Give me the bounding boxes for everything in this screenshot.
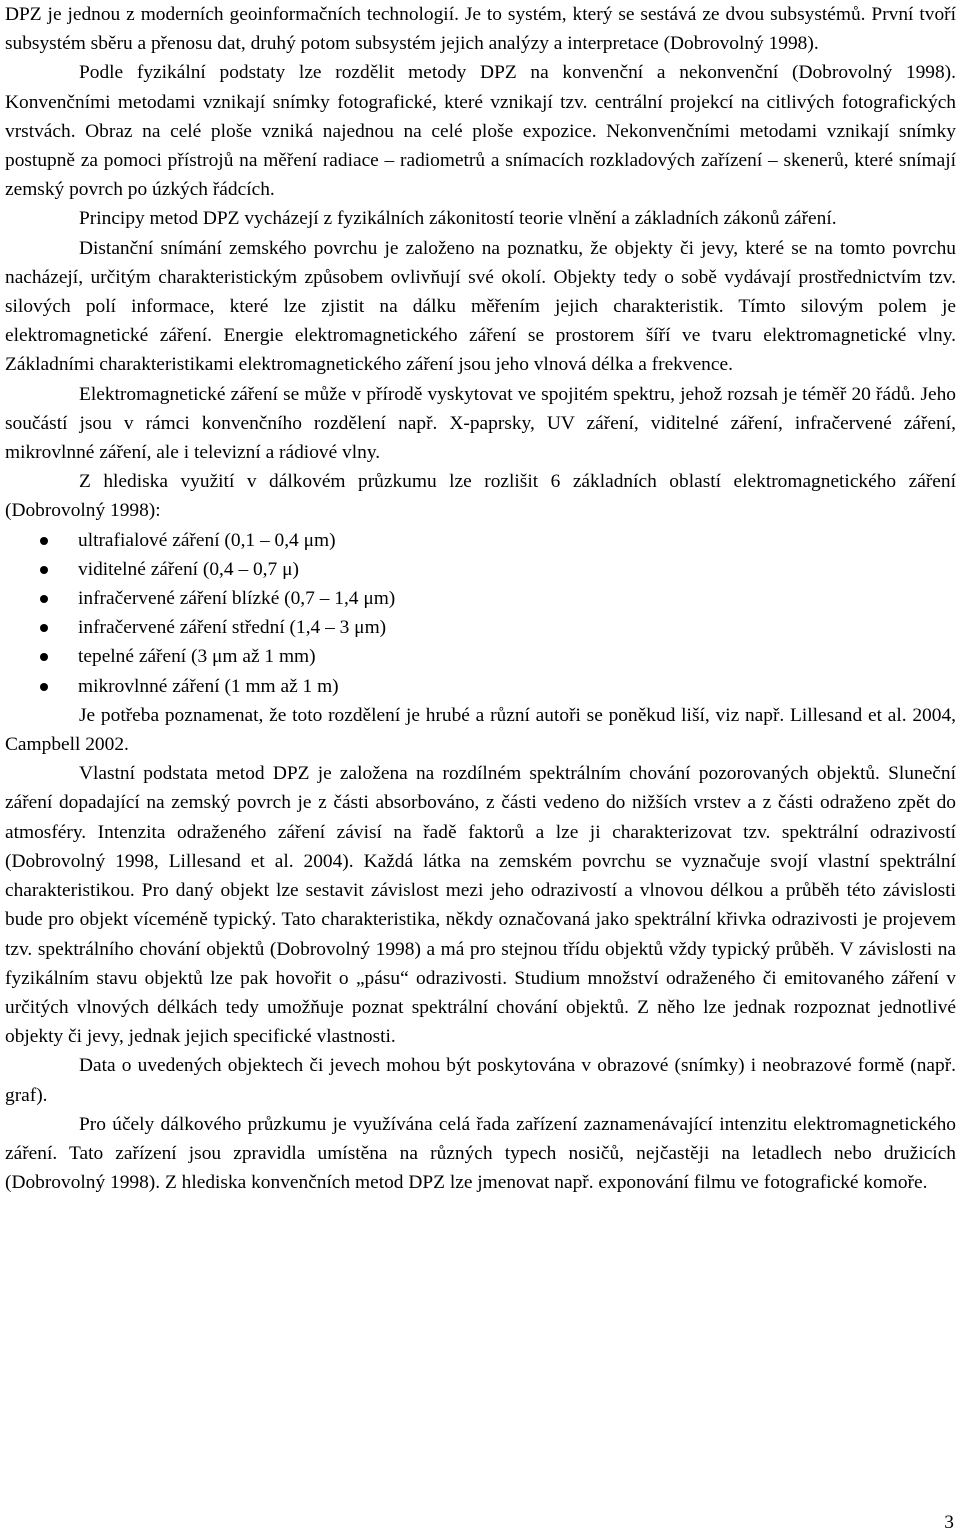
paragraph-note: Je potřeba poznamenat, že toto rozdělení je hrubé a různí autoři se poněkud liší, viz např. Lillesand et al. 2004, Campbell 2002. [5,704,956,756]
list-item [5,526,956,555]
list-item [5,672,956,701]
paragraph-data-forms: Data o uvedených objektech či jevech mohou být poskytována v obrazové (snímky) i neobrazové formě (např. graf). [5,1055,956,1106]
bullet-icon [40,566,48,574]
bullet-icon [40,595,48,603]
paragraph-spectrum: Elektromagnetické záření se může v přírodě vyskytovat ve spojitém spektru, jehož rozsah je téměř 20 řádů. Jeho součástí jsou v rámci konvenčního rozdělení např. X-paprsky, UV záření, viditelné záření, infračervené záření, mikrovlnné záření, ale i televizní a rádiové vlny. [5,383,956,464]
list-item-text: infračervené záření střední (1,4 – 3 μm) [78,617,387,639]
list-item-text: mikrovlnné záření (1 mm až 1 m) [78,675,339,697]
paragraph-methods: Podle fyzikální podstaty lze rozdělit metody DPZ na konvenční a nekonvenční (Dobrovolný 1998). Konvenčními metodami vznikají snímky fotografické, které vznikají tzv. centrální projekcí na citlivých fotografických vrstvách. Obraz na celé ploše vzniká najednou na celé ploše expozice. Nekonvenčními metodami vznikají snímky postupně za pomoci přístrojů na měření radiace – radiometrů a snímacích rozkladových zařízení – skenerů, které snímají zemský povrch po úzkých řádcích. [5,62,956,201]
bullet-icon [40,537,48,545]
paragraph-distance-sensing: Distanční snímání zemského povrchu je založeno na poznatku, že objekty či jevy, které se na tomto povrchu nacházejí, určitým charakteristickým způsobem ovlivňují své okolí. Objekty tedy o sobě vydávají prostřednictvím tzv. silových polí informace, které lze zjistit na dálku měřením jejich charakteristik. Tímto silovým polem je elektromagnetické záření. Energie elektromagnetického záření se prostorem šíří ve tvaru elektromagnetické vlny. Základními charakteristikami elektromagnetického záření jsou jeho vlnová délka a frekvence. [5,237,956,376]
bullet-icon [40,624,48,632]
paragraph-principles: Principy metod DPZ vycházejí z fyzikálních zákonitostí teorie vlnění a základních zákonů záření. [79,208,837,230]
document-page [5,0,956,1197]
list-item [5,555,956,584]
list-item [5,584,956,613]
paragraph-intro: DPZ je jednou z moderních geoinformačních technologií. Je to systém, který se sestává ze dvou subsystémů. První tvoří subsystém sběru a přenosu dat, druhý potom subsystém jejich analýzy a interpretace (Dobrovolný 1998). [5,4,956,55]
bullet-icon [40,653,48,661]
radiation-regions-list [5,526,956,701]
list-item-text: infračervené záření blízké (0,7 – 1,4 μm) [78,588,396,610]
paragraph-devices: Pro účely dálkového průzkumu je využívána celá řada zařízení zaznamenávající intenzitu elektromagnetického záření. Tato zařízení jsou zpravidla umístěna na různých typech nosičů, nejčastěji na letadlech nebo družicích (Dobrovolný 1998). Z hlediska konvenčních metod DPZ lze jmenovat např. exponování filmu ve fotografické komoře. [5,1113,956,1194]
list-item-text: viditelné záření (0,4 – 0,7 μ) [78,558,299,580]
list-item [5,642,956,671]
bullet-icon [40,683,48,691]
page-number: 3 [944,1512,954,1533]
list-item-text: ultrafialové záření (0,1 – 0,4 μm) [78,529,336,551]
paragraph-regions-intro: Z hlediska využití v dálkovém průzkumu lze rozlišit 6 základních oblastí elektromagnetického záření (Dobrovolný 1998): [5,471,956,522]
list-item-text: tepelné záření (3 μm až 1 mm) [78,646,316,668]
list-item [5,613,956,642]
paragraph-spectral-behaviour: Vlastní podstata metod DPZ je založena na rozdílném spektrálním chování pozorovaných objektů. Sluneční záření dopadající na zemský povrch je z části absorbováno, z části vedeno do nižších vrstev a z části odraženo zpět do atmosféry. Intenzita odraženého záření závisí na řadě faktorů a lze ji charakterizovat tzv. spektrální odrazivostí (Dobrovolný 1998, Lillesand et al. 2004). Každá látka na zemském povrchu se vyznačuje svojí vlastní spektrální charakteristikou. Pro daný objekt lze sestavit závislost mezi jeho odrazivostí a vlnovou délkou a průběh této závislosti bude pro objekt víceméně typický. Tato charakteristika, někdy označovaná jako spektrální křivka odrazivosti je projevem tzv. spektrálního chování objektů (Dobrovolný 1998) a má pro stejnou třídu objektů vždy typický průběh. V závislosti na fyzikálním stavu objektů lze pak hovořit o „pásu“ odrazivosti. Studium množství odraženého či emitovaného záření v určitých vlnových délkách tedy umožňuje poznat spektrální chování objektů. Z něho lze jednak rozpoznat jednotlivé objekty či jevy, jednak jejich specifické vlastnosti. [5,763,956,1048]
